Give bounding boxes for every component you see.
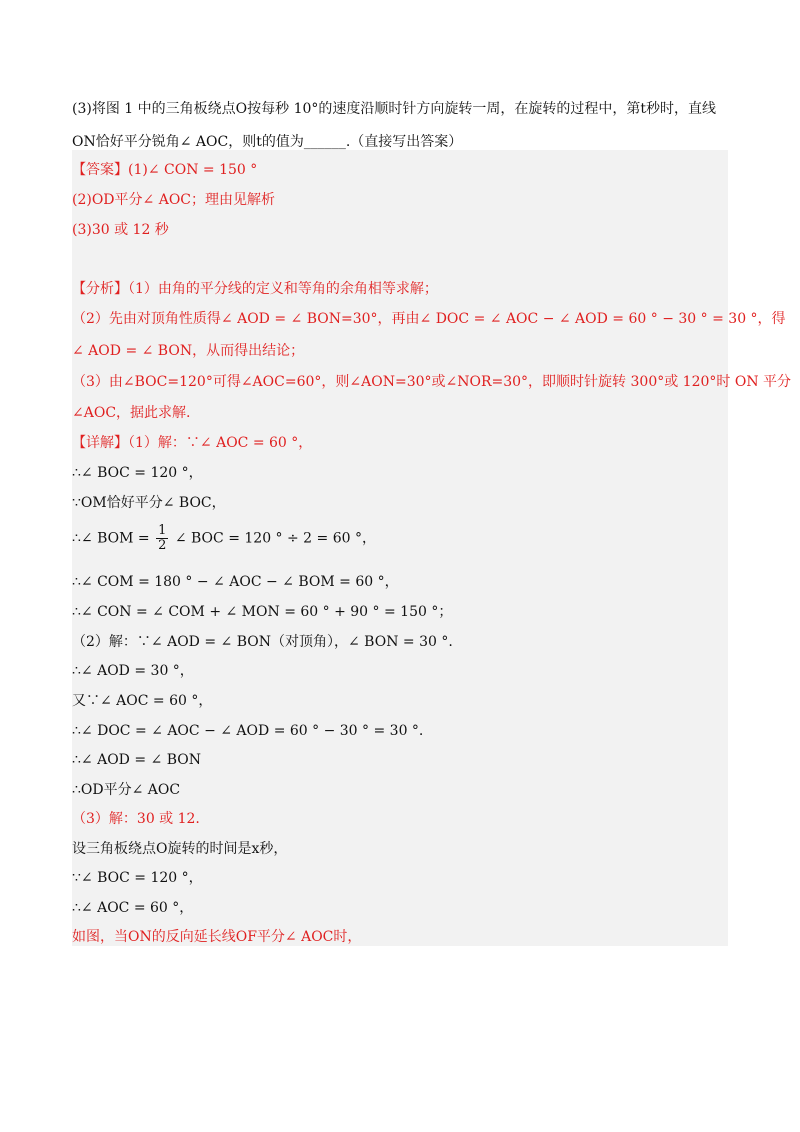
fraction-half bbox=[156, 524, 168, 553]
analysis-line-5: ∠AOC，据此求解. bbox=[72, 405, 191, 421]
detail-line-7: （2）解：∵∠ AOD = ∠ BON（对顶角），∠ BON = 30 °. bbox=[72, 634, 453, 650]
detail-line-16: ∴∠ AOC = 60 °， bbox=[72, 900, 194, 916]
detail-line-13: （3）解：30 或 12. bbox=[72, 811, 200, 827]
answer-line-1: 【答案】(1)∠ CON = 150 ° bbox=[72, 162, 258, 178]
detail-line-4-post: ∠ BOC = 120 ° ÷ 2 = 60 °， bbox=[174, 530, 376, 547]
fraction-denominator: 2 bbox=[158, 538, 167, 553]
analysis-line-3: ∠ AOD = ∠ BON，从而得出结论； bbox=[72, 343, 305, 359]
analysis-line-4: （3）由∠BOC=120°可得∠AOC=60°，则∠AON=30°或∠NOR=30°，即顺时针旋转 300°或 120°时 ON 平分 bbox=[72, 374, 792, 390]
analysis-line-2: （2）先由对顶角性质得∠ AOD = ∠ BON=30°，再由∠ DOC = ∠ AOC − ∠ AOD = 60 ° − 30 ° = 30 °，得 bbox=[72, 311, 786, 327]
detail-line-15: ∵∠ BOC = 120 °， bbox=[72, 870, 203, 886]
detail-line-9: 又∵∠ AOC = 60 °， bbox=[72, 693, 213, 709]
detail-line-8: ∴∠ AOD = 30 °， bbox=[72, 663, 194, 679]
analysis-line-1: 【分析】（1）由角的平分线的定义和等角的余角相等求解； bbox=[72, 281, 438, 297]
answer-line-2: (2)OD平分∠ AOC；理由见解析 bbox=[72, 192, 276, 208]
detail-line-4 bbox=[72, 524, 376, 553]
detail-line-11: ∴∠ AOD = ∠ BON bbox=[72, 752, 201, 768]
question-line-1: (3)将图 1 中的三角板绕点O按每秒 10°的速度沿顺时针方向旋转一周，在旋转的过程中，第t秒时，直线 bbox=[72, 101, 717, 117]
detail-line-1: 【详解】（1）解：∵∠ AOC = 60 °， bbox=[72, 435, 313, 451]
detail-line-14: 设三角板绕点O旋转的时间是x秒， bbox=[72, 841, 288, 857]
detail-line-6: ∴∠ CON = ∠ COM + ∠ MON = 60 ° + 90 ° = 150 °； bbox=[72, 604, 453, 620]
detail-line-3: ∵OM恰好平分∠ BOC， bbox=[72, 495, 226, 511]
fraction-numerator: 1 bbox=[158, 523, 167, 538]
detail-line-17: 如图，当ON的反向延长线OF平分∠ AOC时， bbox=[72, 929, 362, 945]
detail-line-10: ∴∠ DOC = ∠ AOC − ∠ AOD = 60 ° − 30 ° = 30 °. bbox=[72, 723, 424, 739]
question-line-2: ON恰好平分锐角∠ AOC，则t的值为______.（直接写出答案） bbox=[72, 134, 463, 150]
detail-line-4-pre: ∴∠ BOM = bbox=[72, 530, 150, 547]
detail-line-12: ∴OD平分∠ AOC bbox=[72, 782, 181, 798]
detail-line-5: ∴∠ COM = 180 ° − ∠ AOC − ∠ BOM = 60 °， bbox=[72, 574, 399, 590]
detail-line-2: ∴∠ BOC = 120 °， bbox=[72, 465, 203, 481]
answer-line-3: (3)30 或 12 秒 bbox=[72, 222, 169, 238]
